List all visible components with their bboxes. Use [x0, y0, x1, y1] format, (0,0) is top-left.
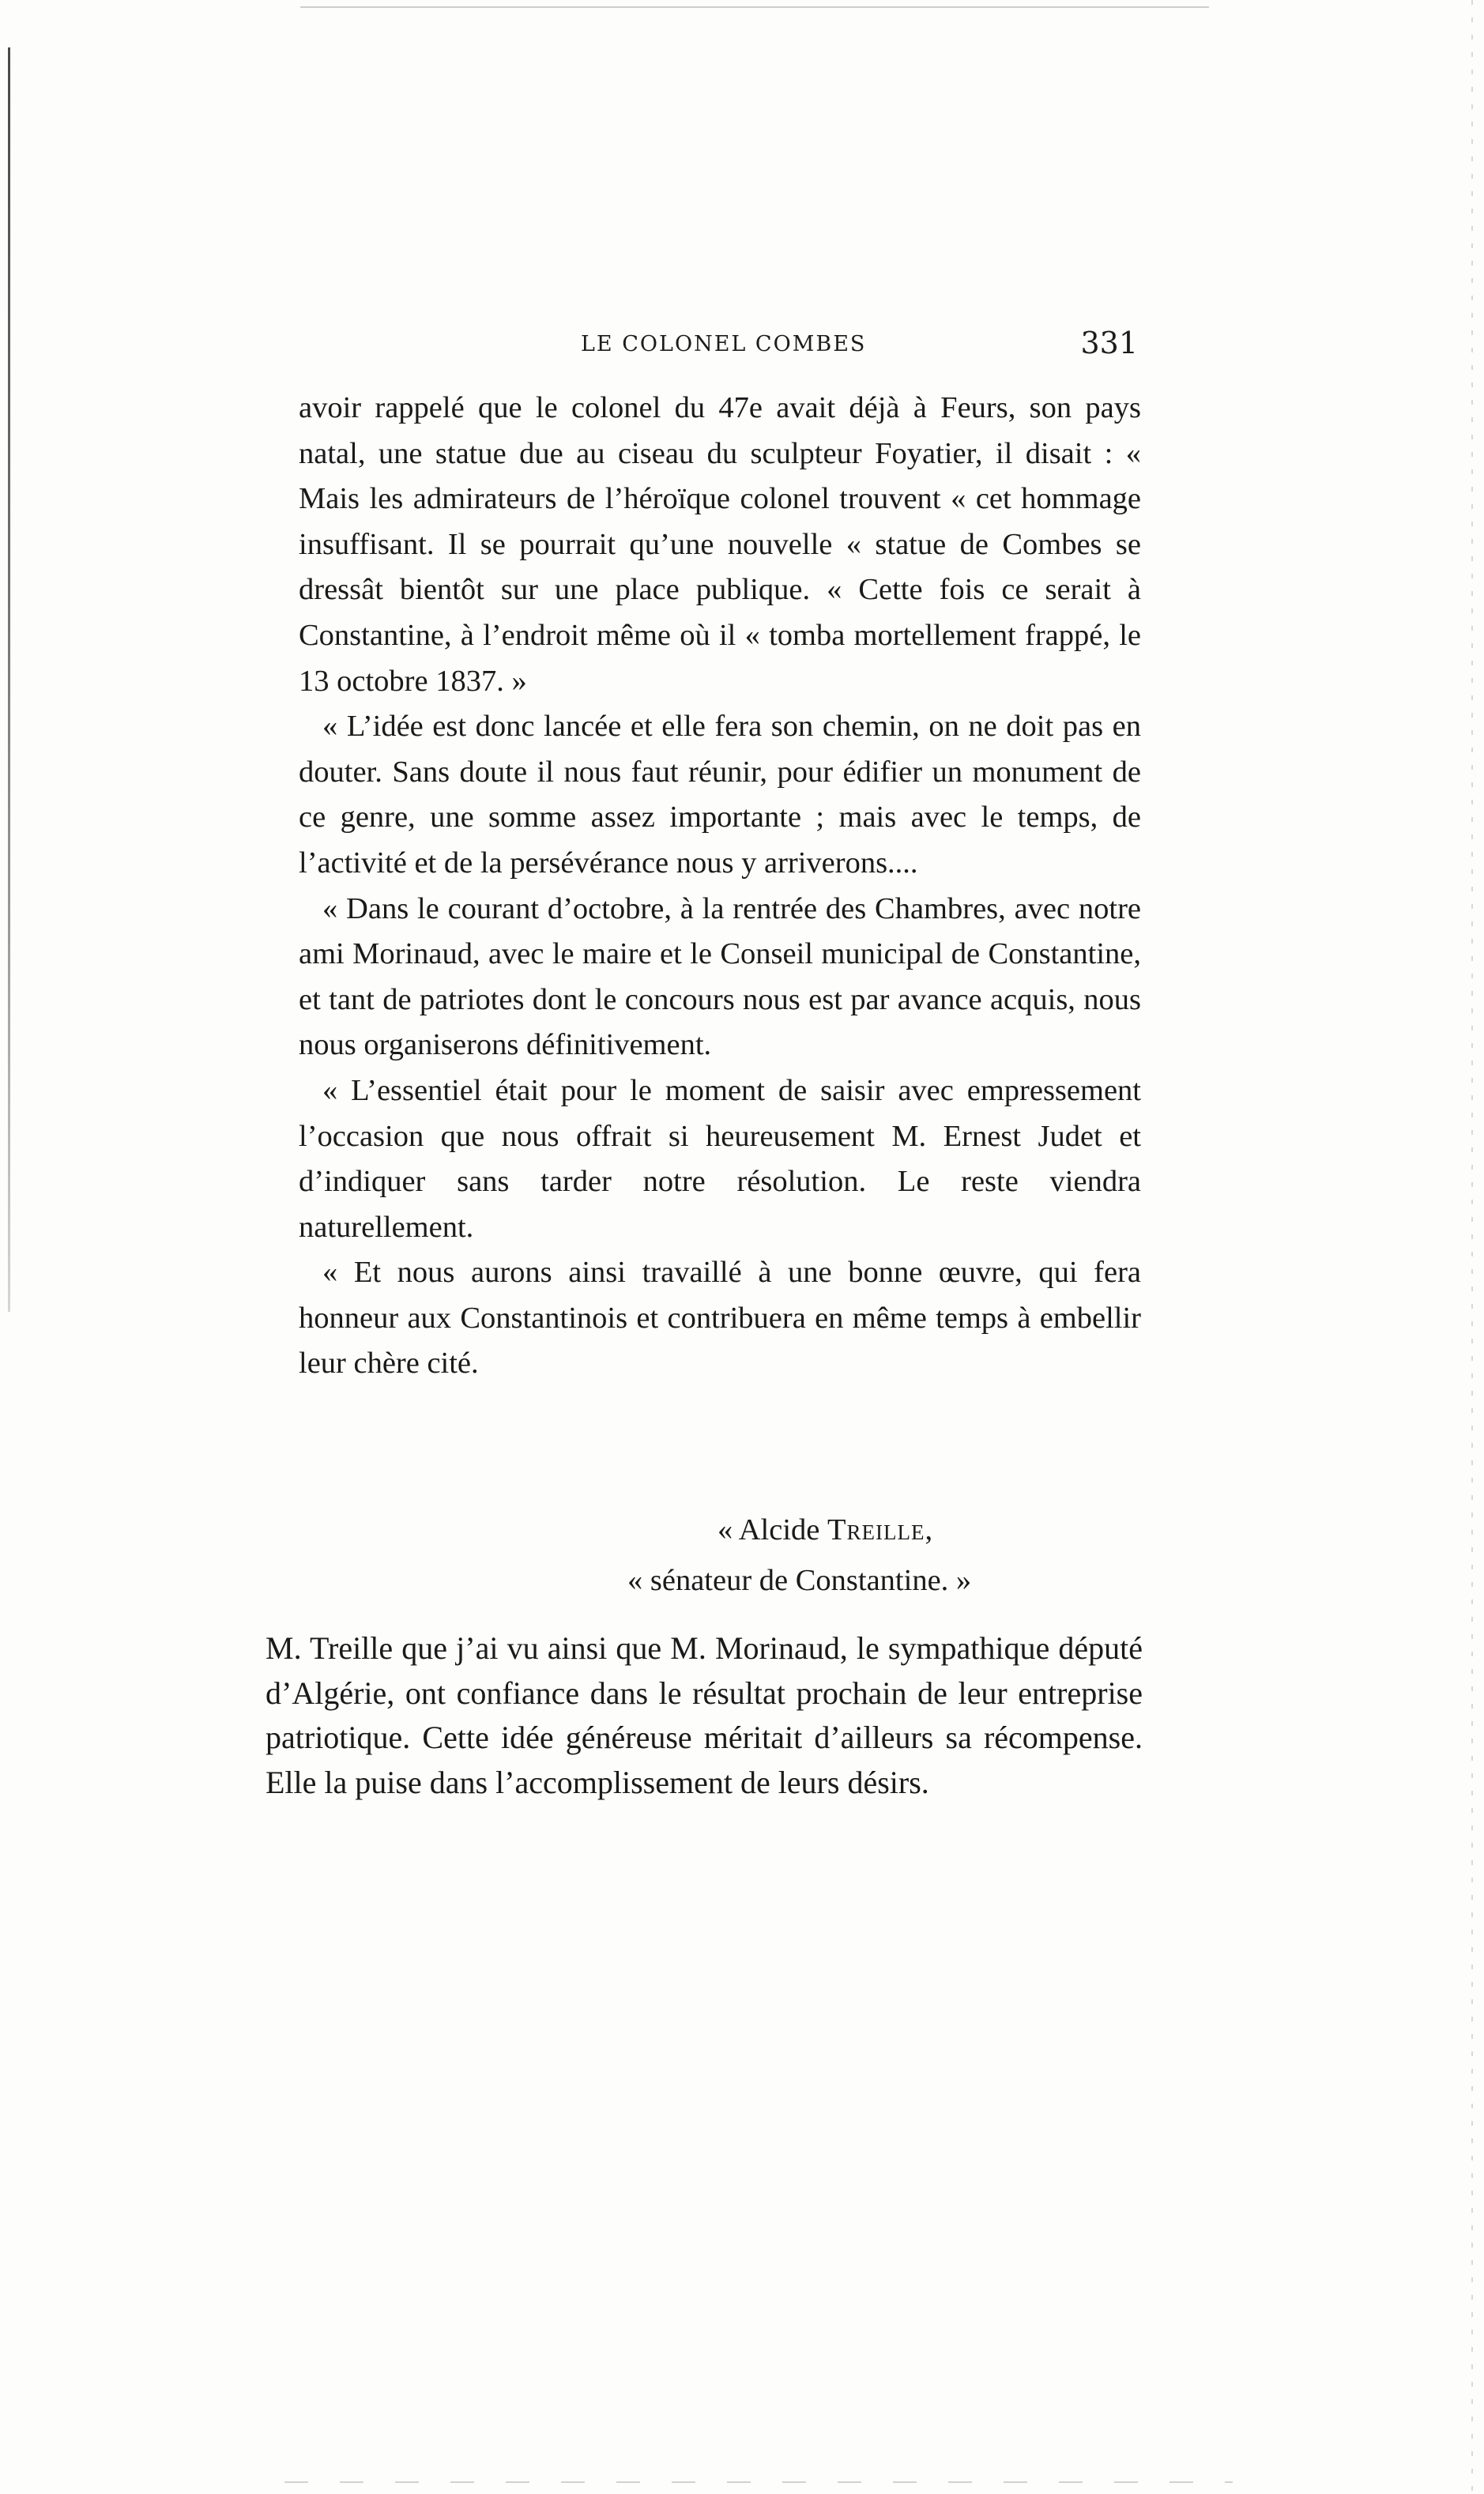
closing-text	[266, 1626, 1143, 1805]
signature-name-line	[299, 1505, 1484, 1555]
letter-paragraph-1: avoir rappelé que le colonel du 47e avait déjà à Feurs, son pays natal, une statue due au ciseau du sculpteur Foyatier, il disait : « Mais les admirateurs de l’héroïque colonel trouvent « cet hommage insuffisant. Il se pourrait qu’une nouvelle « statue de Combes se dressât bientôt sur une place publique. « Cette fois ce serait à Constantine, à l’endroit même où il « tomba mortellement frappé, le 13 octobre 1837. »	[299, 391, 1141, 698]
scan-bottom-edge	[284, 2481, 1233, 2483]
letter-paragraph-3: « Dans le courant d’octobre, à la rentrée des Chambres, avec notre ami Morinaud, avec le maire et le Conseil municipal de Constantine, et tant de patriotes dont le concours nous est par avance acquis, nous nous organiserons définitivement.	[299, 891, 1141, 1062]
running-title: LE COLONEL COMBES	[581, 332, 867, 356]
signature-prefix: « Alcide	[718, 1513, 820, 1547]
signature-title-line	[299, 1555, 1470, 1606]
closing-paragraph: M. Treille que j’ai vu ainsi que M. Morinaud, le sympathique député d’Algérie, ont confiance dans le résultat prochain de leur entreprise patriotique. Cette idée généreuse méritait d’ailleurs sa récompense. Elle la puise dans l’accomplissement de leurs désirs.	[266, 1630, 1143, 1800]
signature-title: « sénateur de Constantine. »	[627, 1564, 972, 1597]
signature-name: Treille,	[827, 1513, 934, 1547]
letter-paragraph-4: « L’essentiel était pour le moment de saisir avec empressement l’occasion que nous offrait si heureusement M. Ernest Judet et d’indiquer sans tarder notre résolution. Le reste viendra naturellement.	[299, 1073, 1141, 1244]
letter-paragraph-5: « Et nous aurons ainsi travaillé à une bonne œuvre, qui fera honneur aux Constantinois et contribuera en même temps à embellir leur chère cité.	[299, 1256, 1141, 1381]
scan-right-edge	[1471, 0, 1473, 2494]
scan-binding-shadow	[8, 47, 10, 1312]
letter-paragraph-2: « L’idée est donc lancée et elle fera son chemin, on ne doit pas en douter. Sans doute il nous faut réunir, pour édifier un monument de ce genre, une somme assez importante ; mais avec le temps, de l’activité et de la persévérance nous y arriverons....	[299, 710, 1141, 880]
body-text	[266, 386, 1143, 1800]
page-number: 331	[1080, 326, 1138, 360]
page-header	[300, 326, 1138, 373]
scan-top-edge	[300, 6, 1209, 8]
